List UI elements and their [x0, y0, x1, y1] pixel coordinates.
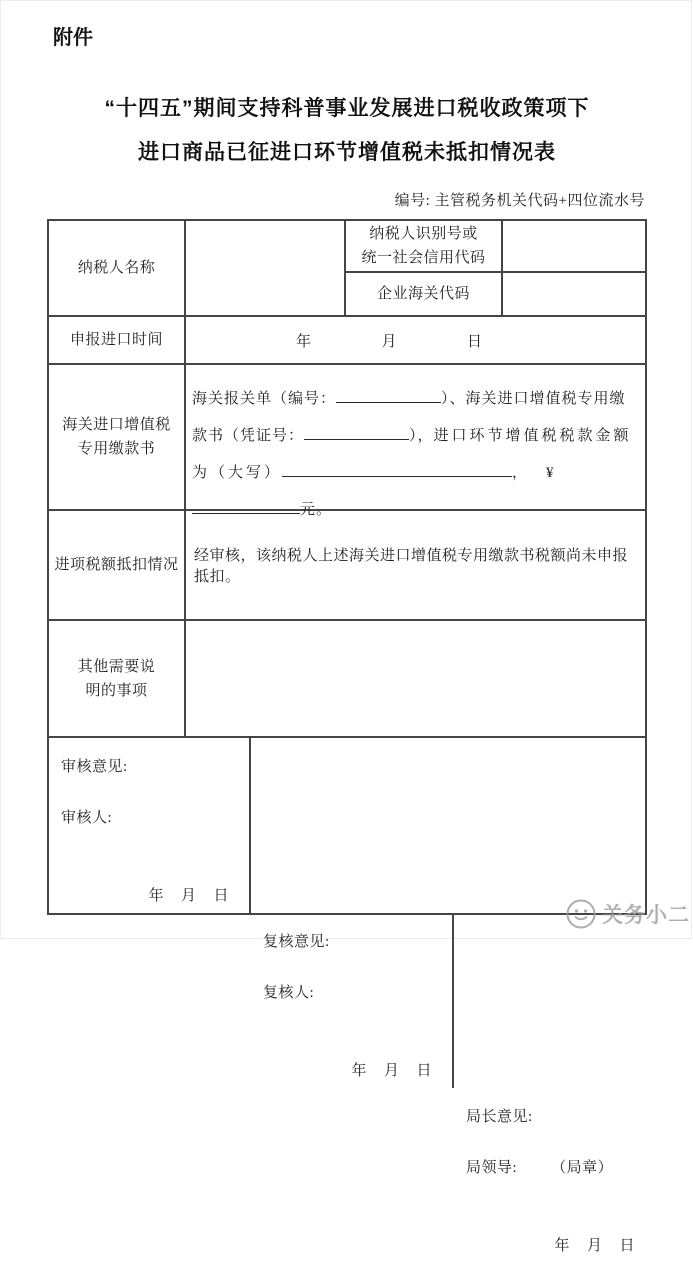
payment-doc-text-6: ， [512, 465, 529, 481]
watermark [565, 898, 690, 930]
other-notes-label-line1: 其他需要说 [77, 658, 156, 675]
director-opinion-label: 局长意见: [466, 1109, 533, 1125]
date-year-label: 年 [148, 888, 164, 904]
customs-code-label: 企业海关代码 [346, 273, 503, 317]
recheck-opinion-label: 复核意见: [263, 934, 330, 950]
date-day-label: 日 [416, 1063, 432, 1079]
review-opinion-cell [49, 738, 251, 913]
document-title-line1: “十四五”期间支持科普事业发展进口税收政策项下 [104, 97, 590, 120]
recheck-opinion-cell [251, 913, 454, 1088]
taxpayer-id-value [503, 221, 645, 273]
rechecker-label: 复核人: [263, 985, 315, 1001]
payment-doc-text-7: 元。 [300, 502, 333, 518]
date-month-label: 月 [383, 1063, 400, 1079]
attachment-label: 附件 [53, 27, 93, 49]
date-day-label: 日 [619, 1238, 635, 1254]
date-day-label: 日 [467, 333, 483, 350]
taxpayer-id-label [346, 221, 503, 273]
declare-import-time-label: 申报进口时间 [49, 317, 186, 365]
seal-placeholder-label: （局章） [551, 1160, 614, 1176]
date-month-label: 月 [381, 333, 398, 350]
taxpayer-name-label: 纳税人名称 [49, 221, 186, 317]
other-notes-label-line2: 明的事项 [85, 682, 148, 699]
payment-doc-text-4: ）， [409, 428, 434, 444]
recheck-date-line [351, 1059, 432, 1080]
customs-code-value [503, 273, 645, 317]
watermark-mascot-icon [565, 898, 597, 930]
date-month-label: 月 [180, 888, 197, 904]
payment-doc-text-1: 海关报关单（编号： [192, 391, 337, 407]
watermark-text: 关务小二 [602, 904, 690, 927]
payment-doc-text-5: 进口环节增值税税款金额为（大写） [192, 428, 632, 481]
other-notes-label [49, 621, 186, 738]
taxpayer-id-label-line1: 纳税人识别号或 [369, 226, 478, 242]
deduction-status-label: 进项税额抵扣情况 [49, 511, 186, 621]
payment-doc-text-2: ）、海关进口增值税专用缴款书（凭 [192, 391, 626, 444]
date-year-label: 年 [351, 1063, 367, 1079]
blank-line-declaration-no [336, 388, 441, 403]
reviewer-label: 审核人: [61, 810, 113, 826]
date-year-label: 年 [296, 333, 312, 350]
payment-doc-text-3: 证号： [256, 428, 305, 444]
payment-doc-label-line2: 专用缴款书 [77, 441, 156, 457]
date-year-label: 年 [554, 1238, 570, 1254]
payment-doc-content [186, 365, 645, 518]
date-month-label: 月 [586, 1238, 603, 1254]
other-notes-value [186, 621, 645, 738]
review-opinion-label: 审核意见: [61, 759, 128, 775]
director-date-line [554, 1234, 635, 1255]
director-label [466, 1156, 613, 1177]
director-label-text: 局领导: [466, 1160, 518, 1176]
form-code-line: 编号: 主管税务机关代码+四位流水号 [394, 193, 645, 209]
review-date-line [148, 884, 229, 905]
declare-import-time-value [186, 317, 645, 365]
document-title-line2: 进口商品已征进口环节增值税未抵扣情况表 [138, 141, 556, 164]
blank-line-amount-words [282, 462, 512, 477]
director-opinion-cell [454, 1088, 645, 1263]
payment-doc-label-line1: 海关进口增值税 [62, 417, 171, 433]
blank-line-voucher-no [304, 425, 409, 440]
yen-sign: ¥ [546, 465, 555, 481]
deduction-status-text: 经审核，该纳税人上述海关进口增值税专用缴款书税额尚未申报抵扣。 [186, 511, 645, 621]
payment-doc-label [49, 365, 186, 511]
taxpayer-name-value [186, 221, 346, 317]
date-day-label: 日 [213, 888, 229, 904]
document-title [1, 87, 693, 175]
taxpayer-id-label-line2: 统一社会信用代码 [361, 250, 486, 266]
